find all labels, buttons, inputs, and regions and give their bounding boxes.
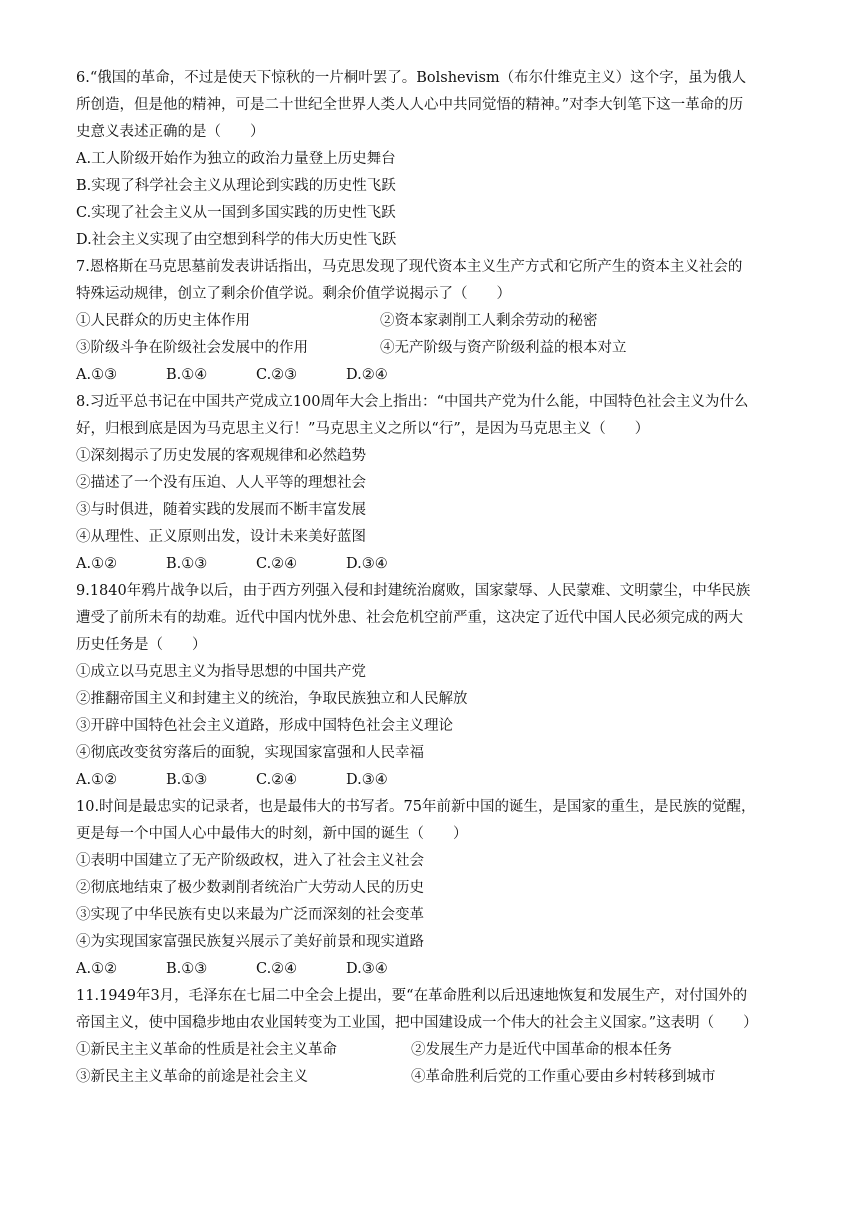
q9-statement-4: ④彻底改变贫穷落后的面貌，实现国家富强和人民幸福 [76,745,424,761]
q9-stem-line-2: 遭受了前所未有的劫难。近代中国内忧外患、社会危机空前严重，这决定了近代中国人民必须完成的两大 [76,610,743,626]
q7-choices [76,365,436,385]
q7-choice-a: A.①③ [76,367,118,383]
q7-choice-b: B.①④ [166,367,208,383]
q10-choice-a: A.①② [76,961,118,977]
q8-statement-4: ④从理性、正义原则出发，设计未来美好蓝图 [76,529,366,545]
q7-choice-c: C.②③ [256,367,298,383]
q7-stem-line-1: 7.恩格斯在马克思墓前发表讲话指出，马克思发现了现代资本主义生产方式和它所产生的资本主义社会的 [76,259,743,275]
q11-stem-line-1: 11.1949年3月，毛泽东在七届二中全会上提出，要“在革命胜利以后迅速地恢复和发展生产，对付国外的 [76,988,748,1004]
q9-choices [76,770,436,790]
q11-stem-line-2: 帝国主义，使中国稳步地由农业国转变为工业国，把中国建设成一个伟大的社会主义国家。”这表明（ ） [76,1015,758,1031]
q10-stem-line-1: 10.时间是最忠实的记录者，也是最伟大的书写者。75年前新中国的诞生，是国家的重生，是民族的觉醒， [76,799,756,815]
q8-stem-line-2: 好，归根到底是因为马克思主义行！”马克思主义之所以“行”，是因为马克思主义（ ） [76,421,650,437]
q7-statement-1: ①人民群众的历史主体作用 [76,313,250,329]
q9-statement-2: ②推翻帝国主义和封建主义的统治，争取民族独立和人民解放 [76,691,468,707]
q10-statement-4: ④为实现国家富强民族复兴展示了美好前景和现实道路 [76,934,424,950]
q9-stem-line-3: 历史任务是（ ） [76,637,207,653]
q11-statement-4: ④革命胜利后党的工作重心要由乡村转移到城市 [411,1069,716,1085]
q9-choice-d: D.③④ [346,772,388,788]
q10-choices [76,959,436,979]
q8-statement-3: ③与时俱进，随着实践的发展而不断丰富发展 [76,502,366,518]
q7-choice-d: D.②④ [346,367,388,383]
q8-choices [76,554,436,574]
q9-statement-3: ③开辟中国特色社会主义道路，形成中国特色社会主义理论 [76,718,453,734]
q9-stem-line-1: 9.1840年鸦片战争以后，由于西方列强入侵和封建统治腐败，国家蒙辱、人民蒙难、文明蒙尘，中华民族 [76,583,751,599]
q6-option-b: B.实现了科学社会主义从理论到实践的历史性飞跃 [76,178,396,194]
q8-statement-1: ①深刻揭示了历史发展的客观规律和必然趋势 [76,448,366,464]
q10-choice-b: B.①③ [166,961,208,977]
q9-choice-a: A.①② [76,772,118,788]
q7-statement-4: ④无产阶级与资产阶级利益的根本对立 [380,340,627,356]
q7-statement-2: ②资本家剥削工人剩余劳动的秘密 [380,313,598,329]
q9-statement-1: ①成立以马克思主义为指导思想的中国共产党 [76,664,366,680]
q10-stem-line-2: 更是每一个中国人心中最伟大的时刻，新中国的诞生（ ） [76,826,468,842]
q11-statement-2: ②发展生产力是近代中国革命的根本任务 [411,1042,672,1058]
q6-option-d: D.社会主义实现了由空想到科学的伟大历史性飞跃 [76,232,397,248]
q8-stem-line-1: 8.习近平总书记在中国共产党成立100周年大会上指出：“中国共产党为什么能，中国特色社会主义为什么 [76,394,749,410]
q6-stem-line-2: 所创造，但是他的精神，可是二十世纪全世界人类人人心中共同觉悟的精神。”对李大钊笔下这一革命的历 [76,97,744,113]
q8-choice-c: C.②④ [256,556,298,572]
q11-statement-3: ③新民主主义革命的前途是社会主义 [76,1069,308,1085]
q8-choice-d: D.③④ [346,556,388,572]
q6-stem-line-3: 史意义表述正确的是（ ） [76,124,265,140]
q10-statement-2: ②彻底地结束了极少数剥削者统治广大劳动人民的历史 [76,880,424,896]
q8-choice-a: A.①② [76,556,118,572]
q9-choice-b: B.①③ [166,772,208,788]
q11-statement-1: ①新民主主义革命的性质是社会主义革命 [76,1042,337,1058]
q7-statement-3: ③阶级斗争在阶级社会发展中的作用 [76,340,308,356]
q8-choice-b: B.①③ [166,556,208,572]
q8-statement-2: ②描述了一个没有压迫、人人平等的理想社会 [76,475,366,491]
q7-stem-line-2: 特殊运动规律，创立了剩余价值学说。剩余价值学说揭示了（ ） [76,286,511,302]
q10-choice-d: D.③④ [346,961,388,977]
q10-statement-1: ①表明中国建立了无产阶级政权，进入了社会主义社会 [76,853,424,869]
q9-choice-c: C.②④ [256,772,298,788]
q6-stem-line-1: 6.“俄国的革命，不过是使天下惊秋的一片桐叶罢了。Bolshevism（布尔什维克主义）这个字，虽为俄人 [76,70,747,86]
q10-choice-c: C.②④ [256,961,298,977]
q10-statement-3: ③实现了中华民族有史以来最为广泛而深刻的社会变革 [76,907,424,923]
q6-option-a: A.工人阶级开始作为独立的政治力量登上历史舞台 [76,151,396,167]
q6-option-c: C.实现了社会主义从一国到多国实践的历史性飞跃 [76,205,396,221]
